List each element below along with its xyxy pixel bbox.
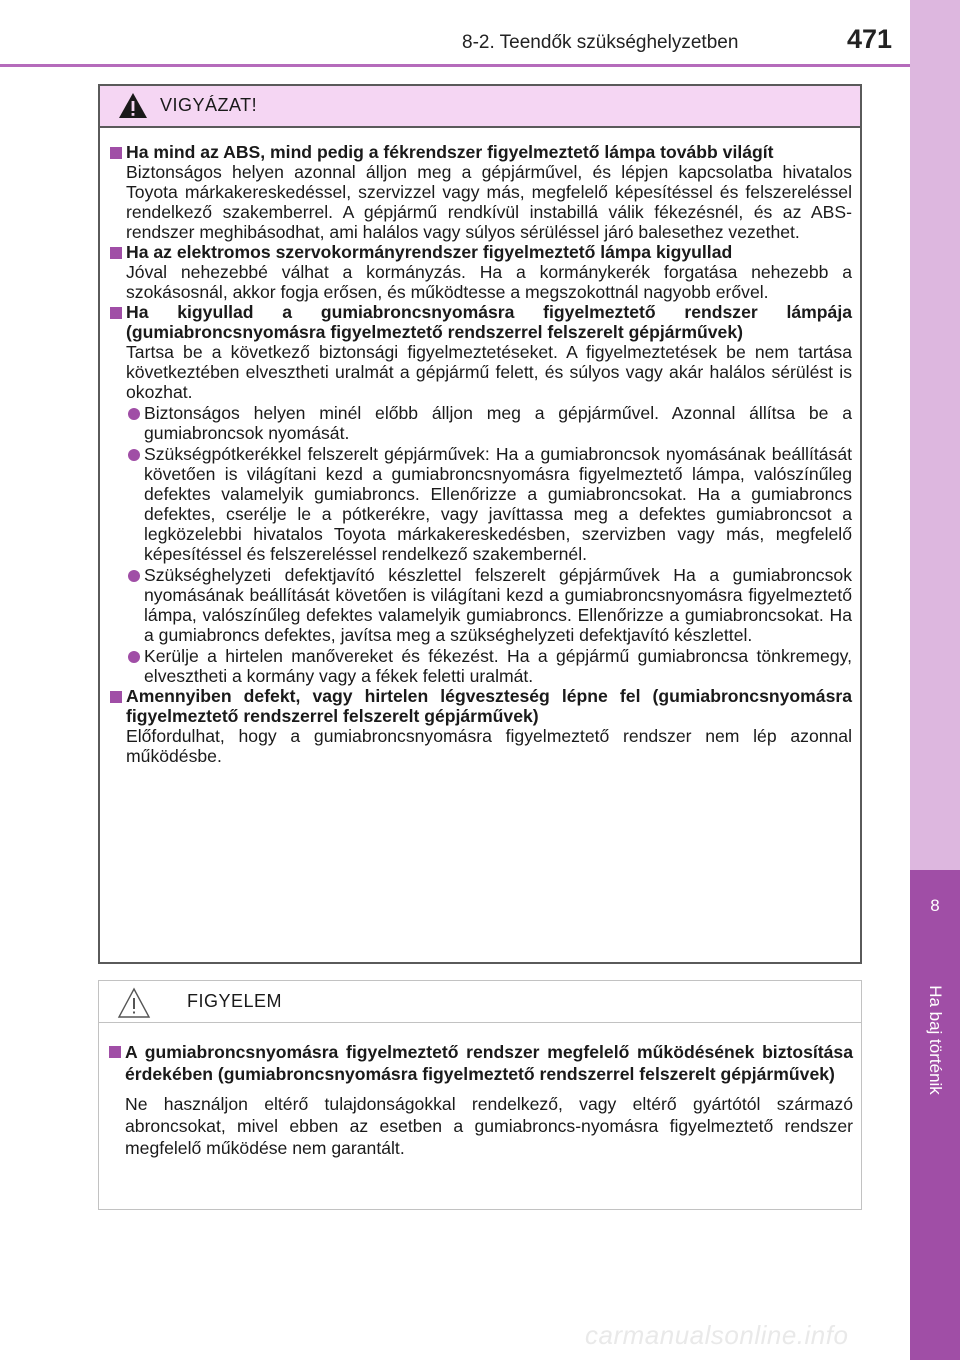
list-item: [126, 403, 852, 443]
notice-header: [99, 981, 861, 1023]
warning-title: VIGYÁZAT!: [160, 95, 258, 115]
square-bullet-icon: [110, 247, 122, 259]
watermark: carmanualsonline.info: [585, 1320, 849, 1350]
list-item: [126, 646, 852, 686]
section-title: Amennyiben defekt, vagy hirtelen légveszteség lépne fel (gumiabroncsnyomásra figyelmeztető rendszerrel felszerelt gépjárművek): [126, 686, 852, 726]
section-body: Biztonságos helyen azonnal álljon meg a gépjárművel, és lépjen kapcsolatba hivatalos Toyota márkakereskedéssel, szervizzel vagy más, megfelelő képesítéssel és felszereléssel rendelkező szakemberrel. A gépjármű rendkívül instabillá válik fékezésnél, és az ABS-rendszer meghibásodhat, ami halálos vagy súlyos sérüléssel járó balesethez vezethet.: [126, 162, 852, 242]
section-title: Ha mind az ABS, mind pedig a fékrendszer figyelmeztető lámpa tovább világít: [126, 142, 774, 162]
notice-title: FIGYELEM: [187, 991, 283, 1011]
section-title: Ha az elektromos szervokormányrendszer figyelmeztető lámpa kigyullad: [126, 242, 733, 262]
warning-body: [100, 128, 860, 766]
circle-bullet-icon: [128, 651, 140, 663]
chapter-tab-active[interactable]: [910, 870, 960, 1360]
square-bullet-icon: [110, 691, 122, 703]
warning-section: [108, 142, 852, 242]
list-item-text: Szükségpótkerékkel felszerelt gépjárművek: Ha a gumiabroncsok nyomásának beállítását követően is világítani kezd a gumiabroncsnyomásra figyelmeztető lámpa, valószínűleg defektes valamelyik gumiabroncs. Ellenőrizze a gumiabroncsokat. Ha a gumiabroncs defektes, cserélje le a pótkerékre, vagy javíttassa meg a defektes gumiabroncsot a legközelebbi hivatalos Toyota márkakereskedésben, szervizben vagy más, megfelelő képesítéssel és felszereléssel rendelkező szakembernél.: [144, 444, 852, 564]
circle-bullet-icon: [128, 570, 140, 582]
section-title: Ha kigyullad a gumiabroncsnyomásra figyelmeztető rendszer lámpája (gumiabroncsnyomásra figyelmeztető rendszerrel felszerelt gépjárművek): [126, 302, 852, 342]
page-number: 471: [847, 24, 893, 54]
section-body: Jóval nehezebbé válhat a kormányzás. Ha a kormánykerék forgatása nehezebb a szokásosnál, akkor fogja erősen, és működtesse a megszokottnál nagyobb erővel.: [126, 262, 852, 302]
list-item: [126, 444, 852, 564]
warning-triangle-outline-icon: [117, 987, 151, 1024]
list-item-text: Biztonságos helyen minél előbb álljon meg a gépjárművel. Azonnal állítsa be a gumiabroncsok nyomását.: [144, 403, 852, 443]
square-bullet-icon: [109, 1046, 121, 1058]
notice-box: [98, 980, 862, 1210]
circle-bullet-icon: [128, 408, 140, 420]
warning-triangle-filled-icon: [118, 92, 148, 124]
chapter-number: 8: [930, 896, 940, 915]
notice-body: [99, 1023, 861, 1159]
section-title: A gumiabroncsnyomásra figyelmeztető rendszer megfelelő működésének biztosítása érdekében (gumiabroncsnyomásra figyelmeztető rendszerrel felszerelt gépjárművek): [125, 1042, 853, 1084]
warning-section: [108, 686, 852, 766]
warning-section: [108, 242, 852, 302]
header-divider: [0, 64, 910, 67]
list-item-text: Szükséghelyzeti defektjavító készlettel felszerelt gépjárművek Ha a gumiabroncsok nyomásának beállítását követően is világítani kezd a gumiabroncsnyomásra figyelmeztető lámpa, valószínűleg defektes valamelyik gumiabroncs. Ellenőrizze a gumiabroncsokat. Ha a gumiabroncs defektes, javítsa meg a szükséghelyzeti defektjavító készlettel.: [144, 565, 852, 645]
square-bullet-icon: [110, 147, 122, 159]
header-section-title: 8-2. Teendők szükséghelyzetben: [462, 32, 739, 53]
list-item: [126, 565, 852, 645]
warning-box: [98, 84, 862, 964]
list-item-text: Kerülje a hirtelen manővereket és fékezést. Ha a gépjármű gumiabroncsa tönkremegy, elvesztheti a kormány vagy a fékek feletti uralmát.: [144, 646, 852, 686]
section-body: Előfordulhat, hogy a gumiabroncsnyomásra figyelmeztető rendszer nem lép azonnal működésbe.: [126, 726, 852, 766]
chapter-title: Ha baj történik: [926, 985, 945, 1095]
section-body: Tartsa be a következő biztonsági figyelmeztetéseket. A figyelmeztetések be nem tartása következtében elvesztheti uralmát a gépjármű felett, és súlyos vagy akár halálos sérülést is okozhat.: [126, 342, 852, 402]
notice-section: [107, 1041, 853, 1159]
circle-bullet-icon: [128, 449, 140, 461]
warning-header: [100, 86, 860, 128]
square-bullet-icon: [110, 307, 122, 319]
warning-section: [108, 302, 852, 686]
section-body: Ne használjon eltérő tulajdonságokkal rendelkező, vagy eltérő gyártótól származó abroncsokat, mivel ebben az esetben a gumiabroncs-nyomásra figyelmeztető rendszer megfelelő működése nem garantált.: [125, 1094, 853, 1158]
